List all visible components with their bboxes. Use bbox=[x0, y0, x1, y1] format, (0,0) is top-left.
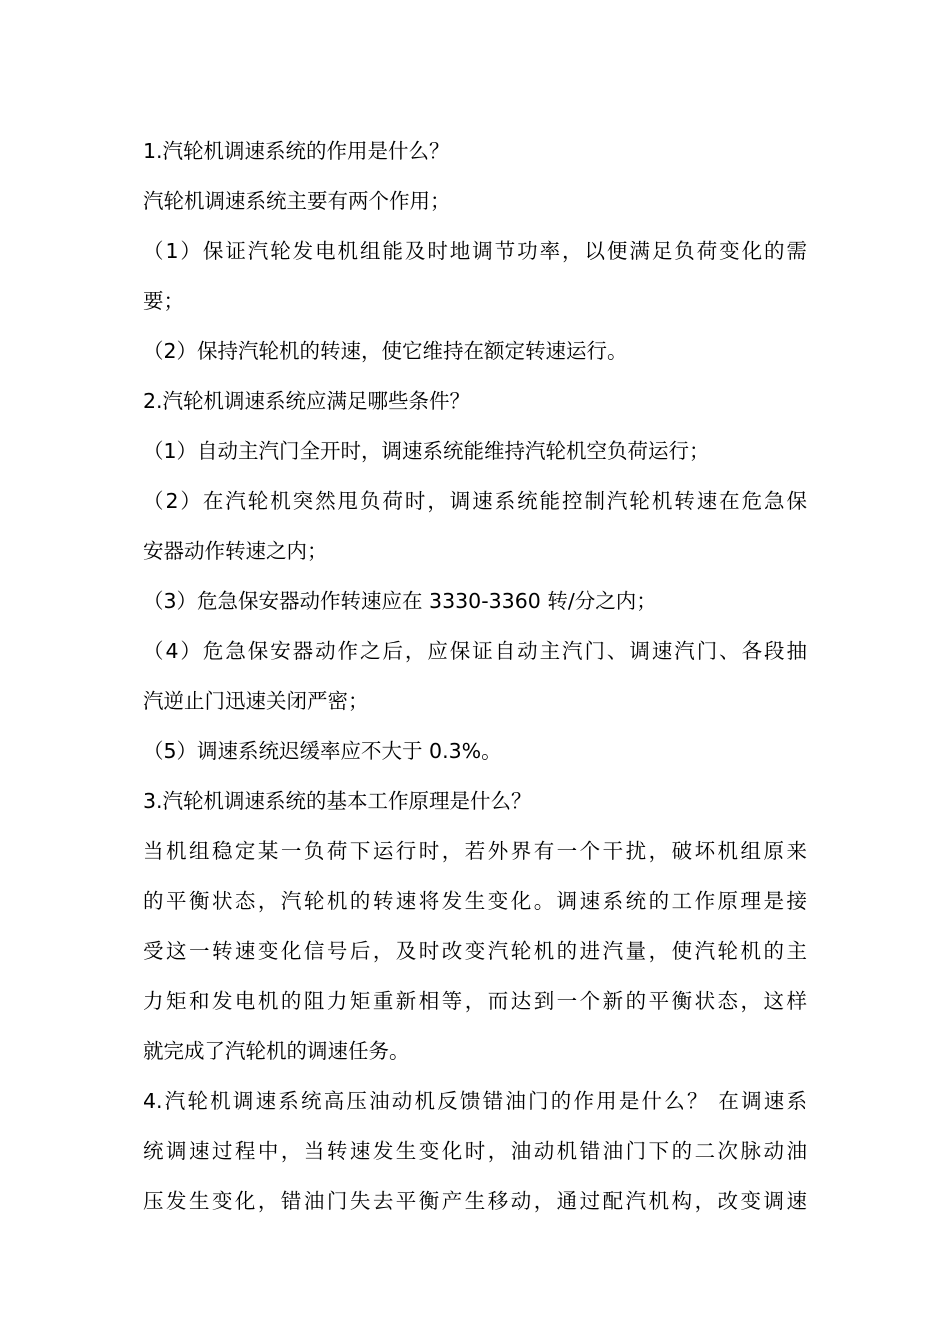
answer-2-item-3: （3）危急保安器动作转速应在 3330-3360 转/分之内； bbox=[143, 589, 657, 613]
answer-4-line-1: 统调速过程中，当转速发生变化时，油动机错油门下的二次脉动油 bbox=[143, 1139, 807, 1163]
answer-4-line-2: 压发生变化，错油门失去平衡产生移动，通过配汽机构，改变调速 bbox=[143, 1189, 807, 1213]
question-3-heading: 3.汽轮机调速系统的基本工作原理是什么？ bbox=[143, 789, 532, 813]
answer-1-intro: 汽轮机调速系统主要有两个作用； bbox=[143, 189, 451, 213]
answer-3-line-1: 当机组稳定某一负荷下运行时，若外界有一个干扰，破坏机组原来 bbox=[143, 839, 807, 863]
answer-1-item-2: （2）保持汽轮机的转速，使它维持在额定转速运行。 bbox=[143, 339, 628, 363]
answer-3-line-4: 力矩和发电机的阻力矩重新相等，而达到一个新的平衡状态，这样 bbox=[143, 989, 807, 1013]
answer-2-item-2-cont: 安器动作转速之内； bbox=[143, 539, 328, 563]
question-4-heading: 4.汽轮机调速系统高压油动机反馈错油门的作用是什么？ 在调速系 bbox=[143, 1089, 807, 1113]
document-body bbox=[143, 126, 807, 1226]
answer-2-item-5: （5）调速系统迟缓率应不大于 0.3%。 bbox=[143, 739, 502, 763]
question-2-heading: 2.汽轮机调速系统应满足哪些条件？ bbox=[143, 389, 471, 413]
answer-2-item-4-cont: 汽逆止门迅速关闭严密； bbox=[143, 689, 369, 713]
answer-2-item-1: （1）自动主汽门全开时，调速系统能维持汽轮机空负荷运行； bbox=[143, 439, 710, 463]
answer-3-line-5: 就完成了汽轮机的调速任务。 bbox=[143, 1039, 410, 1063]
question-1-heading: 1.汽轮机调速系统的作用是什么？ bbox=[143, 139, 450, 163]
answer-1-item-1: （1）保证汽轮发电机组能及时地调节功率，以便满足负荷变化的需 bbox=[143, 239, 807, 263]
answer-2-item-2: （2）在汽轮机突然甩负荷时，调速系统能控制汽轮机转速在危急保 bbox=[143, 489, 807, 513]
answer-1-item-1-cont: 要； bbox=[143, 289, 184, 313]
answer-3-line-3: 受这一转速变化信号后，及时改变汽轮机的进汽量，使汽轮机的主 bbox=[143, 939, 807, 963]
answer-2-item-4: （4）危急保安器动作之后，应保证自动主汽门、调速汽门、各段抽 bbox=[143, 639, 807, 663]
answer-3-line-2: 的平衡状态，汽轮机的转速将发生变化。调速系统的工作原理是接 bbox=[143, 889, 807, 913]
